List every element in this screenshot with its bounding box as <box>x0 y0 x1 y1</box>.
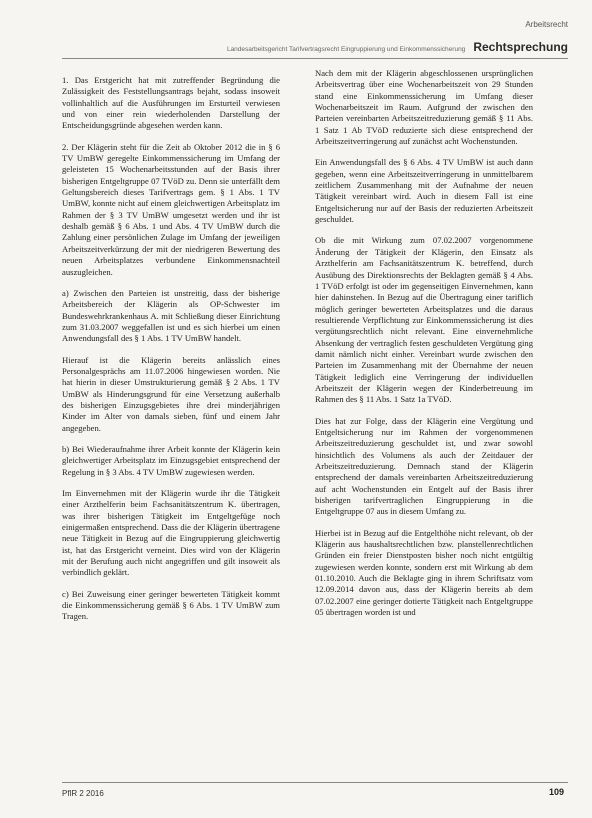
header-divider <box>62 58 568 59</box>
paragraph: Im Einvernehmen mit der Klägerin wurde ihr die Tätigkeit einer Arzthelferin beim Fachsanitätszentrum K. übertragen, was ihrer bisherigen Tätigkeit im Entgeltgefüge noch einigermaßen entsprechend. Dass die der Klägerin übertragene neue Tätigkeit in Bezug auf die Eingruppierung gleichwertig ist, hat das Erstgericht verneint. Dies wird von der Klägerin mit der Berufung auch nicht angegriffen und gilt insoweit als verbindlich geklärt. <box>62 488 280 578</box>
paragraph: 2. Der Klägerin steht für die Zeit ab Oktober 2012 die in § 6 TV UmBW geregelte Einkommenssicherung im Umfang der geleisteten 15 Wochenarbeitsstunden auf der Basis ihrer bisherigen Entgeltgruppe 07 TVöD zu. Denn sie unterfällt dem Geltungsbereich dieses Tarifvertrags gem. § 1 Abs. 1 TV UmBW, konnte nicht auf einem gleichwertigen Arbeitsplatz im Rahmen der § 3 TV UmBW umgesetzt werden und ihr ist deshalb gemäß § 6 Abs. 1 und Abs. 4 TV UmBW durch die Zahlung einer persönlichen Zulage im Umfang der jeweiligen Arbeitszeitverkürzung der mit der niedrigeren Bewertung des neuen Arbeitsplatzes verbundene Einkommensnachteil auszugleichen. <box>62 141 280 277</box>
paragraph: Hierauf ist die Klägerin bereits anlässlich eines Personalgesprächs am 11.07.2006 hingewiesen worden. Nie hat hierin in dieser Umstrukturierung gemäß § 2 Abs. 1 TV UmBW als Hinderungsgrund für eine Versetzung außerhalb des bisherigen Einzugsgebietes ihre drei minderjährigen Kinder im Alter von damals sieben, fünf und einem Jahr angegeben. <box>62 354 280 433</box>
paragraph: Hierbei ist in Bezug auf die Entgelthöhe nicht relevant, ob der Klägerin aus haushaltsrechtlichen bzw. planstellenrechtlichen Gründen ein freier Dienstposten bisher noch nicht entgültig zugewiesen werden konnte, sondern erst mit Wirkung ab dem 01.10.2010. Auch die Beklagte ging in ihrem Schriftsatz vom 12.09.2014 davon aus, dass der Klägerin bereits ab dem 07.02.2007 eine geringer dotierte Tätigkeit nach Entgeltgruppe 05 übertragen worden ist und <box>315 527 533 618</box>
paragraph: c) Bei Zuweisung einer geringer bewerteten Tätigkeit kommt die Einkommenssicherung gemäß § 6 Abs. 1 TV UmBW zum Tragen. <box>62 588 280 622</box>
paragraph: 1. Das Erstgericht hat mit zutreffender Begründung die Zulässigkeit des Feststellungsantrags bejaht, sodass insoweit vollinhaltlich auf die Ausführungen im Ersturteil verwiesen und von einer rein wiederholenden Darstellung der Entscheidungsgründe abgesehen werden kann. <box>62 75 280 131</box>
paragraph: a) Zwischen den Parteien ist unstreitig, dass der bisherige Arbeitsbereich der Klägerin als OP-Schwester im Bundeswehrkrankenhaus A. mit Schließung dieser Einrichtung zum 31.03.2007 weggefallen ist und es sich hierbei um einen Anwendungsfall des § 1 Abs. 1 TV UmBW handelt. <box>62 287 280 344</box>
paragraph: Nach dem mit der Klägerin abgeschlossenen ursprünglichen Arbeitsvertrag über eine Wochenarbeitszeit von 29 Stunden stand eine Einkommenssicherung im Umfang dieser Wochenarbeitszeit im Raum. Aufgrund der zwischen den Parteien vereinbarten Arbeitszeitreduzierung gemäß § 11 Abs. 1 Satz 1 Ab TVöD reduzierte sich diese entsprechend der Arbeitszeitverringerung auf zunächst acht Wochenstunden. <box>315 68 533 147</box>
paragraph: Ein Anwendungsfall des § 6 Abs. 4 TV UmBW ist auch dann gegeben, wenn eine Arbeitszeitverringerung in unmittelbarem zeitlichem Zusammenhang mit der Aufnahme der neuen Tätigkeit vereinbart wird. Auch in diesem Fall ist eine Entgeltsicherung nur auf der Basis der reduzierten Arbeitszeit geschuldet. <box>315 157 533 225</box>
footer-divider <box>62 782 568 783</box>
right-column <box>315 68 533 628</box>
section-label: Arbeitsrecht <box>525 20 568 29</box>
page-number: 109 <box>548 787 564 797</box>
paragraph: Dies hat zur Folge, dass der Klägerin eine Vergütung und Entgeltsicherung nur im Rahmen der vorgenommenen Arbeitszeitreduzierung geschuldet ist, und zwar sowohl hinsichtlich des Volumens als auch der Zeitdauer der Arbeitszeitreduzierung. Demnach stand der Klägerin entsprechend der damals vereinbarten Arbeitszeitreduzierung auf acht Wochenstunden ein Entgelt auf der Basis ihrer bisherigen tarifvertraglichen Eingruppierung in die Entgeltgruppe 07 aus in diesem Umfang zu. <box>315 415 533 517</box>
header-title: Rechtsprechung <box>473 40 568 54</box>
running-header <box>62 40 568 54</box>
paragraph: Ob die mit Wirkung zum 07.02.2007 vorgenommene Änderung der Tätigkeit der Klägerin, den Einsatz als Arzthelferin am Fachsanitätszentrum K. betreffend, durch Ausübung des Direktionsrechts der Beklagten gemäß § 4 Abs. 1 TVöD erfolgt ist oder im gegenseitigen Einvernehmen, kann hier dahinstehen. In Bezug auf die Übertragung einer tariflich möglich geringer bewerteten Arbeitsplatzes und die daraus resultierende Verpflichtung zur Einkommenssicherung ist dies vergütungsrechtlich nicht relevant. Eine einvernehmliche Absenkung der vertraglich festen geschuldeten Vergütung ging damit nämlich nicht einher. Vereinbart wurde zwischen den Parteien im Zusammenhang mit der Übernahme der neuen Tätigkeit lediglich eine Verringerung der individuellen Arbeitszeit der Klägerin wegen der Kinderbetreuung im Rahmen des § 11 Abs. 1 Satz 1a TVöD. <box>315 235 533 405</box>
journal-issue: PflR 2 2016 <box>62 789 104 798</box>
header-subtitle: Landesarbeitsgericht Tarifvertragsrecht Eingruppierung und Einkommenssicherung <box>226 46 466 53</box>
left-column <box>62 75 280 633</box>
paragraph: b) Bei Wiederaufnahme ihrer Arbeit konnte der Klägerin kein gleichwertiger Arbeitsplatz im Einzugsgebiet entsprechend der Regelung in § 3 Abs. 4 TV UmBW zugewiesen werden. <box>62 443 280 477</box>
